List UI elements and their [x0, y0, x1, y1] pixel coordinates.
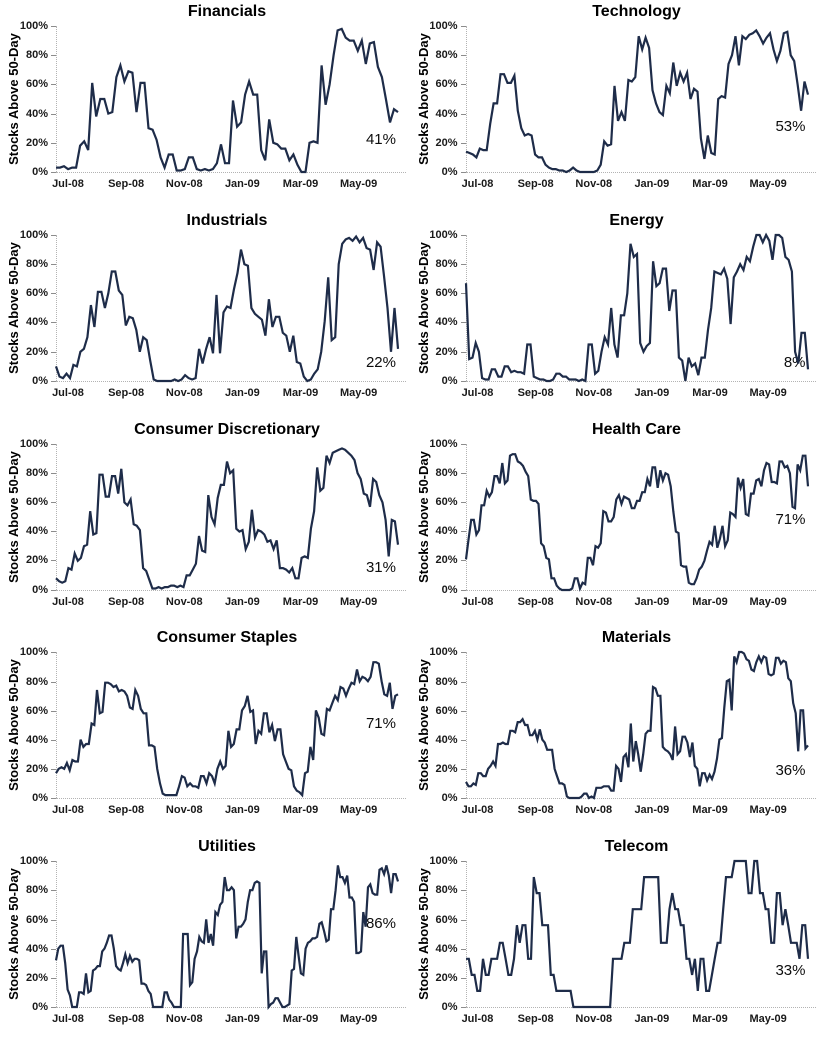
y-axis-title: Stocks Above 50-Day	[415, 241, 431, 374]
y-tick-mark	[51, 590, 56, 591]
y-tick-mark	[51, 798, 56, 799]
y-tick-label: 80%	[25, 675, 48, 688]
y-tick-mark	[461, 590, 466, 591]
x-tick-label: Jan-09	[224, 178, 260, 190]
x-tick-label: Nov-08	[575, 178, 613, 190]
series-path	[56, 448, 398, 588]
series-path	[466, 652, 808, 798]
axis-baseline	[466, 172, 816, 173]
final-value-label: 22%	[365, 354, 396, 372]
y-tick-label: 100%	[429, 228, 458, 241]
y-tick-label: 80%	[435, 49, 458, 62]
utilities-line-series	[56, 861, 398, 1007]
y-tick-label: 80%	[435, 466, 458, 479]
y-axis-title: Stocks Above 50-Day	[6, 868, 21, 1001]
x-tick-label: Nov-08	[165, 386, 203, 399]
chart-panel-materials	[410, 626, 819, 835]
chart-panel-technology	[410, 0, 819, 209]
y-tick-label: 40%	[435, 316, 458, 329]
y-tick-label: 100%	[429, 437, 458, 450]
x-tick-label: May-09	[340, 178, 378, 190]
x-tick-label: Sep-08	[517, 1013, 554, 1026]
y-axis-title: Stocks Above 50-Day	[6, 659, 21, 792]
axis-baseline	[466, 1007, 816, 1008]
x-tick-label: May-09	[749, 595, 787, 608]
x-tick-label: Jul-08	[461, 595, 494, 608]
y-tick-label: 60%	[25, 704, 48, 717]
final-value-label: 31%	[365, 558, 396, 576]
series-path	[466, 30, 808, 172]
chart-panel-consumer-staples	[0, 626, 410, 835]
y-tick-mark	[461, 172, 466, 173]
axis-baseline	[466, 381, 816, 382]
series-path	[56, 29, 398, 172]
y-tick-label: 100%	[19, 437, 48, 450]
x-tick-label: Mar-09	[692, 595, 728, 608]
x-tick-label: Mar-09	[692, 1013, 728, 1026]
y-tick-mark	[51, 172, 56, 173]
y-tick-label: 0%	[32, 374, 48, 387]
y-tick-label: 100%	[19, 646, 48, 659]
y-tick-label: 40%	[435, 942, 458, 955]
y-tick-label: 0%	[32, 583, 48, 596]
x-tick-label: Nov-08	[575, 1013, 613, 1026]
y-tick-label: 20%	[25, 971, 48, 984]
y-tick-label: 40%	[25, 525, 48, 538]
x-tick-label: Sep-08	[108, 595, 145, 608]
x-tick-label: May-09	[340, 386, 378, 399]
axis-baseline	[56, 172, 406, 173]
chart-panel-energy	[410, 209, 819, 418]
series-path	[466, 454, 808, 590]
y-tick-label: 20%	[435, 971, 458, 984]
x-tick-label: May-09	[340, 804, 378, 817]
final-value-label: 53%	[775, 117, 806, 135]
x-tick-label: Nov-08	[165, 178, 203, 190]
y-tick-label: 60%	[25, 913, 48, 926]
axis-baseline	[56, 1007, 406, 1008]
chart-title: Consumer Staples	[156, 629, 298, 647]
axis-baseline	[56, 590, 406, 591]
series-path	[56, 236, 398, 381]
x-tick-label: Jan-09	[634, 178, 670, 190]
series-path	[466, 235, 808, 381]
materials-line-series	[466, 652, 808, 798]
x-tick-label: Mar-09	[282, 595, 319, 608]
x-tick-label: Mar-09	[282, 386, 319, 399]
y-tick-label: 40%	[25, 942, 48, 955]
x-tick-label: Sep-08	[517, 804, 554, 817]
y-tick-label: 60%	[435, 913, 458, 926]
y-tick-label: 80%	[435, 675, 458, 688]
x-tick-label: Sep-08	[517, 178, 554, 190]
y-tick-label: 0%	[441, 1001, 458, 1014]
chart-title: Materials	[601, 629, 672, 647]
y-tick-label: 40%	[435, 107, 458, 120]
energy-line-series	[466, 235, 808, 381]
x-tick-label: Mar-09	[692, 386, 728, 399]
health-care-line-series	[466, 444, 808, 590]
y-tick-label: 40%	[25, 107, 48, 120]
chart-title: Energy	[609, 211, 664, 229]
y-tick-label: 20%	[25, 345, 48, 358]
y-tick-label: 20%	[435, 763, 458, 776]
final-value-label: 71%	[775, 510, 806, 528]
chart-panel-industrials	[0, 209, 410, 418]
x-tick-label: May-09	[749, 178, 787, 190]
y-tick-label: 20%	[435, 345, 458, 358]
chart-title: Technology	[592, 3, 681, 20]
x-tick-label: Jul-08	[52, 178, 84, 190]
chart-title: Telecom	[604, 838, 669, 856]
y-tick-mark	[461, 381, 466, 382]
y-tick-label: 80%	[25, 257, 48, 270]
y-tick-label: 20%	[435, 554, 458, 567]
axis-baseline	[56, 381, 406, 382]
x-tick-label: Jul-08	[52, 804, 84, 817]
y-axis-title: Stocks Above 50-Day	[6, 33, 21, 165]
x-tick-label: Sep-08	[108, 1013, 145, 1026]
y-tick-label: 0%	[32, 166, 48, 178]
x-tick-label: Mar-09	[282, 804, 319, 817]
final-value-label: 36%	[775, 761, 806, 779]
y-axis-title: Stocks Above 50-Day	[415, 659, 431, 792]
chart-title: Financials	[187, 3, 267, 20]
y-tick-label: 0%	[441, 583, 458, 596]
y-tick-label: 60%	[435, 287, 458, 300]
y-tick-label: 0%	[32, 792, 48, 805]
y-tick-label: 60%	[435, 704, 458, 717]
chart-title: Consumer Discretionary	[134, 420, 320, 438]
y-axis-title: Stocks Above 50-Day	[415, 450, 431, 583]
x-tick-label: Jan-09	[634, 386, 670, 399]
y-tick-mark	[461, 798, 466, 799]
x-tick-label: Jul-08	[52, 386, 84, 399]
x-tick-label: Jan-09	[224, 595, 260, 608]
x-tick-label: Jul-08	[461, 804, 494, 817]
y-tick-label: 40%	[25, 733, 48, 746]
x-tick-label: Nov-08	[575, 386, 613, 399]
y-tick-label: 20%	[25, 763, 48, 776]
y-tick-label: 100%	[19, 855, 48, 868]
x-tick-label: Sep-08	[108, 804, 145, 817]
chart-title: Industrials	[186, 211, 268, 229]
final-value-label: 8%	[783, 354, 806, 372]
y-axis-title: Stocks Above 50-Day	[415, 33, 431, 165]
y-tick-label: 60%	[435, 78, 458, 91]
y-tick-mark	[461, 1007, 466, 1008]
x-tick-label: Sep-08	[517, 595, 554, 608]
final-value-label: 86%	[365, 914, 396, 932]
y-tick-label: 20%	[25, 554, 48, 567]
y-tick-label: 100%	[429, 646, 458, 659]
x-tick-label: Jul-08	[52, 595, 84, 608]
x-tick-label: May-09	[340, 595, 378, 608]
telecom-line-series	[466, 861, 808, 1007]
y-tick-label: 60%	[435, 495, 458, 508]
chart-panel-consumer-discretionary	[0, 418, 410, 627]
y-tick-label: 100%	[429, 855, 458, 868]
chart-title: Health Care	[592, 420, 681, 438]
chart-panel-financials	[0, 0, 410, 209]
y-tick-label: 80%	[25, 49, 48, 62]
chart-panel-utilities	[0, 835, 410, 1044]
x-tick-label: Jul-08	[52, 1013, 84, 1026]
industrials-line-series	[56, 235, 398, 381]
y-tick-label: 100%	[429, 20, 458, 32]
x-tick-label: Nov-08	[165, 804, 203, 817]
y-tick-label: 80%	[25, 884, 48, 897]
y-axis-title: Stocks Above 50-Day	[6, 450, 21, 583]
x-tick-label: Sep-08	[517, 386, 554, 399]
x-tick-label: Mar-09	[692, 178, 728, 190]
x-tick-label: Jan-09	[634, 804, 670, 817]
x-tick-label: Sep-08	[108, 178, 145, 190]
x-tick-label: May-09	[340, 1013, 378, 1026]
x-tick-label: Nov-08	[575, 804, 613, 817]
technology-line-series	[466, 26, 808, 172]
x-tick-label: May-09	[749, 1013, 787, 1026]
y-tick-label: 60%	[25, 495, 48, 508]
x-tick-label: Jan-09	[634, 595, 670, 608]
y-tick-label: 100%	[19, 20, 48, 32]
financials-line-series	[56, 26, 398, 172]
y-tick-label: 0%	[441, 792, 458, 805]
y-tick-label: 40%	[435, 525, 458, 538]
series-path	[56, 866, 398, 1008]
y-tick-mark	[51, 381, 56, 382]
y-tick-label: 80%	[435, 884, 458, 897]
chart-panel-telecom	[410, 835, 819, 1044]
series-path	[466, 861, 808, 1007]
y-tick-label: 100%	[19, 228, 48, 241]
final-value-label: 33%	[775, 961, 806, 979]
y-tick-label: 0%	[441, 166, 458, 178]
y-tick-label: 80%	[435, 257, 458, 270]
axis-baseline	[466, 798, 816, 799]
y-tick-label: 40%	[25, 316, 48, 329]
y-tick-label: 60%	[25, 78, 48, 91]
x-tick-label: May-09	[749, 804, 787, 817]
y-axis-title: Stocks Above 50-Day	[6, 241, 21, 374]
y-tick-label: 20%	[25, 136, 48, 149]
axis-baseline	[56, 798, 406, 799]
y-tick-label: 40%	[435, 733, 458, 746]
y-tick-label: 0%	[441, 374, 458, 387]
final-value-label: 71%	[365, 714, 396, 732]
consumer-discretionary-line-series	[56, 444, 398, 590]
x-tick-label: Sep-08	[108, 386, 145, 399]
y-tick-label: 20%	[435, 136, 458, 149]
x-tick-label: Jul-08	[461, 386, 494, 399]
x-tick-label: Mar-09	[282, 1013, 319, 1026]
x-tick-label: Jan-09	[224, 1013, 260, 1026]
y-axis-title: Stocks Above 50-Day	[415, 868, 431, 1001]
series-path	[56, 663, 398, 796]
y-tick-mark	[51, 1007, 56, 1008]
x-tick-label: Mar-09	[692, 804, 728, 817]
x-tick-label: Mar-09	[282, 178, 319, 190]
x-tick-label: Nov-08	[575, 595, 613, 608]
consumer-staples-line-series	[56, 652, 398, 798]
y-tick-label: 80%	[25, 466, 48, 479]
x-tick-label: Jul-08	[461, 178, 494, 190]
x-tick-label: Jul-08	[461, 1013, 494, 1026]
x-tick-label: May-09	[749, 386, 787, 399]
chart-title: Utilities	[198, 838, 256, 856]
x-tick-label: Nov-08	[165, 595, 203, 608]
x-tick-label: Jan-09	[224, 804, 260, 817]
final-value-label: 41%	[365, 130, 396, 148]
y-tick-label: 0%	[32, 1001, 48, 1014]
x-tick-label: Jan-09	[634, 1013, 670, 1026]
chart-panel-health-care	[410, 418, 819, 627]
x-tick-label: Jan-09	[224, 386, 260, 399]
axis-baseline	[466, 590, 816, 591]
y-tick-label: 60%	[25, 287, 48, 300]
x-tick-label: Nov-08	[165, 1013, 203, 1026]
